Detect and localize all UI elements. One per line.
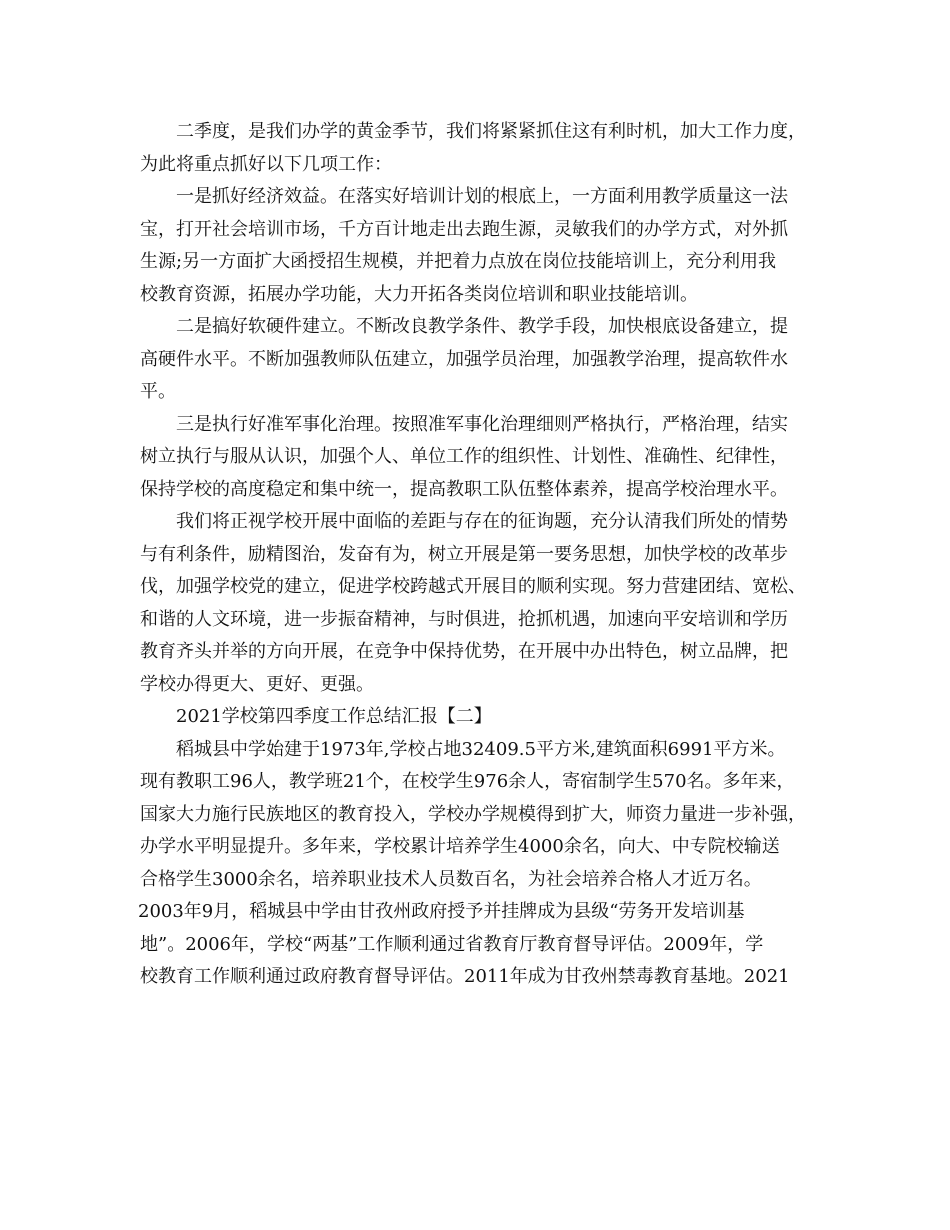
text-line: 三是执行好准军事化治理。按照准军事化治理细则严格执行，严格治理，结实 [176, 413, 788, 435]
text-line: 合格学生3000余名，培养职业技术人员数百名，为社会培养合格人才近万名。 [140, 868, 762, 890]
text-line: 树立执行与服从认识，加强个人、单位工作的组织性、计划性、准确性、纪律性， [140, 446, 788, 467]
text-line: 生源;另一方面扩大函授招生规模，并把着力点放在岗位技能培训上，充分利用我 [140, 251, 777, 272]
text-line: 国家大力施行民族地区的教育投入，学校办学规模得到扩大，师资力量进一步补强， [140, 803, 806, 825]
text-line: 办学水平明显提升。多年来，学校累计培养学生4000余名，向大、中专院校输送 [140, 836, 780, 857]
text-line: 校教育资源，拓展办学功能，大力开拓各类岗位培训和职业技能培训。 [140, 283, 698, 305]
text-line: 高硬件水平。不断加强教师队伍建立，加强学员治理，加强教学治理，提高软件水 [140, 348, 788, 370]
text-line: 和谐的人文环境，进一步振奋精神，与时俱进，抢抓机遇，加速向平安培训和学历 [140, 608, 788, 630]
text-line: 2021学校第四季度工作总结汇报【二】 [176, 706, 492, 727]
text-line: 平。 [140, 381, 176, 402]
text-line: 稻城县中学始建于1973年,学校占地32409.5平方米,建筑面积6991平方米。 [176, 738, 786, 760]
text-line: 宝，打开社会培训市场，千方百计地走出去跑生源，灵敏我们的办学方式，对外抓 [140, 218, 788, 240]
text-line: 学校办得更大、更好、更强。 [140, 673, 374, 695]
text-line: 伐，加强学校党的建立，促进学校跨越式开展目的顺利实现。努力营建团结、宽松、 [140, 576, 806, 597]
text-line: 教育齐头并举的方向开展，在竞争中保持优势，在开展中办出特色，树立品牌，把 [140, 641, 788, 662]
text-line: 与有利条件，励精图治，发奋有为，树立开展是第一要务思想，加快学校的改革步 [140, 543, 788, 565]
text-line: 保持学校的高度稳定和集中统一，提高教职工队伍整体素养，提高学校治理水平。 [140, 478, 788, 500]
text-line: 为此将重点抓好以下几项工作： [140, 153, 392, 175]
text-line: 地”。2006年，学校“两基”工作顺利通过省教育厅教育督导评估。2009年，学 [140, 933, 764, 955]
text-line: 二是搞好软硬件建立。不断改良教学条件、教学手段，加快根底设备建立，提 [176, 316, 788, 337]
text-line: 二季度，是我们办学的黄金季节，我们将紧紧抓住这有利时机，加大工作力度， [176, 121, 806, 142]
text-line: 现有教职工96人，教学班21个，在校学生976余人，寄宿制学生570名。多年来， [140, 771, 795, 792]
document-body [140, 116, 820, 994]
text-line: 校教育工作顺利通过政府教育督导评估。2011年成为甘孜州禁毒教育基地。2021 [140, 966, 790, 987]
text-line: 我们将正视学校开展中面临的差距与存在的征询题，充分认清我们所处的情势 [176, 511, 788, 532]
text-line: 2003年9月，稻城县中学由甘孜州政府授予并挂牌成为县级“劳务开发培训基 [138, 901, 745, 922]
text-line: 一是抓好经济效益。在落实好培训计划的根底上，一方面利用教学质量这一法 [176, 186, 788, 207]
